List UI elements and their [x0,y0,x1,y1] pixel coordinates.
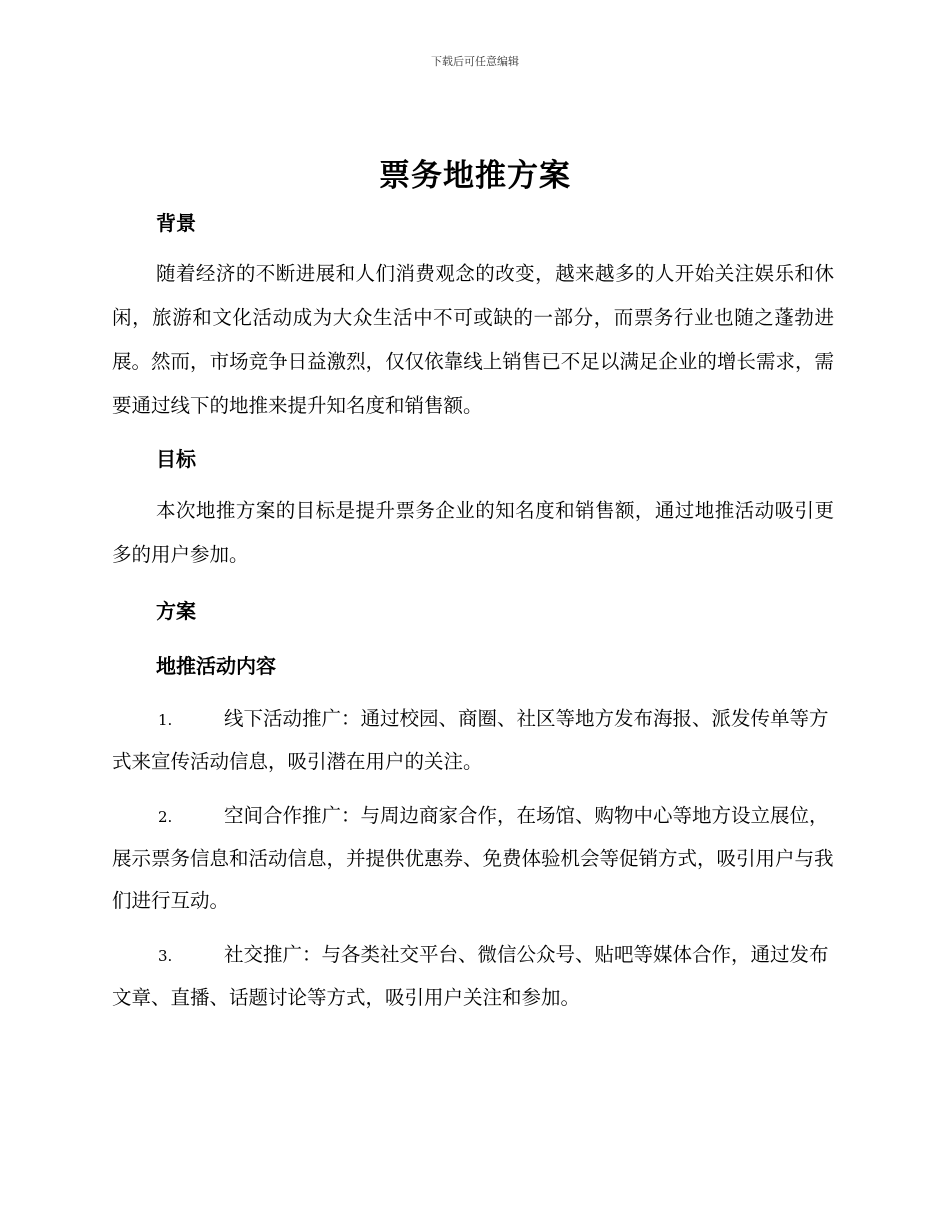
section-heading-background: 背景 [156,211,196,235]
list-item [112,698,834,783]
list-item-text: 空间合作推广：与周边商家合作，在场馆、购物中心等地方设立展位，展示票务信息和活动信息，并提供优惠券、免费体验机会等促销方式，吸引用户与我们进行互动。 [112,804,834,912]
goal-paragraph: 本次地推方案的目标是提升票务企业的知名度和销售额，通过地推活动吸引更多的用户参加。 [112,499,834,566]
list-item-number: 3. [158,947,173,965]
section-heading-plan: 方案 [156,599,196,623]
list-item-text: 线下活动推广：通过校园、商圈、社区等地方发布海报、派发传单等方式来宣传活动信息，吸引潜在用户的关注。 [112,707,829,773]
list-item [112,795,834,922]
page-header-note: 下载后可任意编辑 [431,55,519,68]
subsection-heading-activity-content: 地推活动内容 [156,654,276,678]
document-title: 票务地推方案 [379,158,571,194]
section-heading-goal: 目标 [156,447,196,471]
list-item-text: 社交推广：与各类社交平台、微信公众号、贴吧等媒体合作，通过发布文章、直播、话题讨论等方式，吸引用户关注和参加。 [112,943,829,1009]
background-paragraph: 随着经济的不断进展和人们消费观念的改变，越来越多的人开始关注娱乐和休闲，旅游和文化活动成为大众生活中不可或缺的一部分，而票务行业也随之蓬勃进展。然而，市场竞争日益激烈，仅仅依靠线上销售已不足以满足企业的增长需求，需要通过线下的地推来提升知名度和销售额。 [112,262,834,417]
list-item-number: 1. [158,711,173,729]
list-item-number: 2. [158,808,173,826]
list-item [112,934,834,1019]
